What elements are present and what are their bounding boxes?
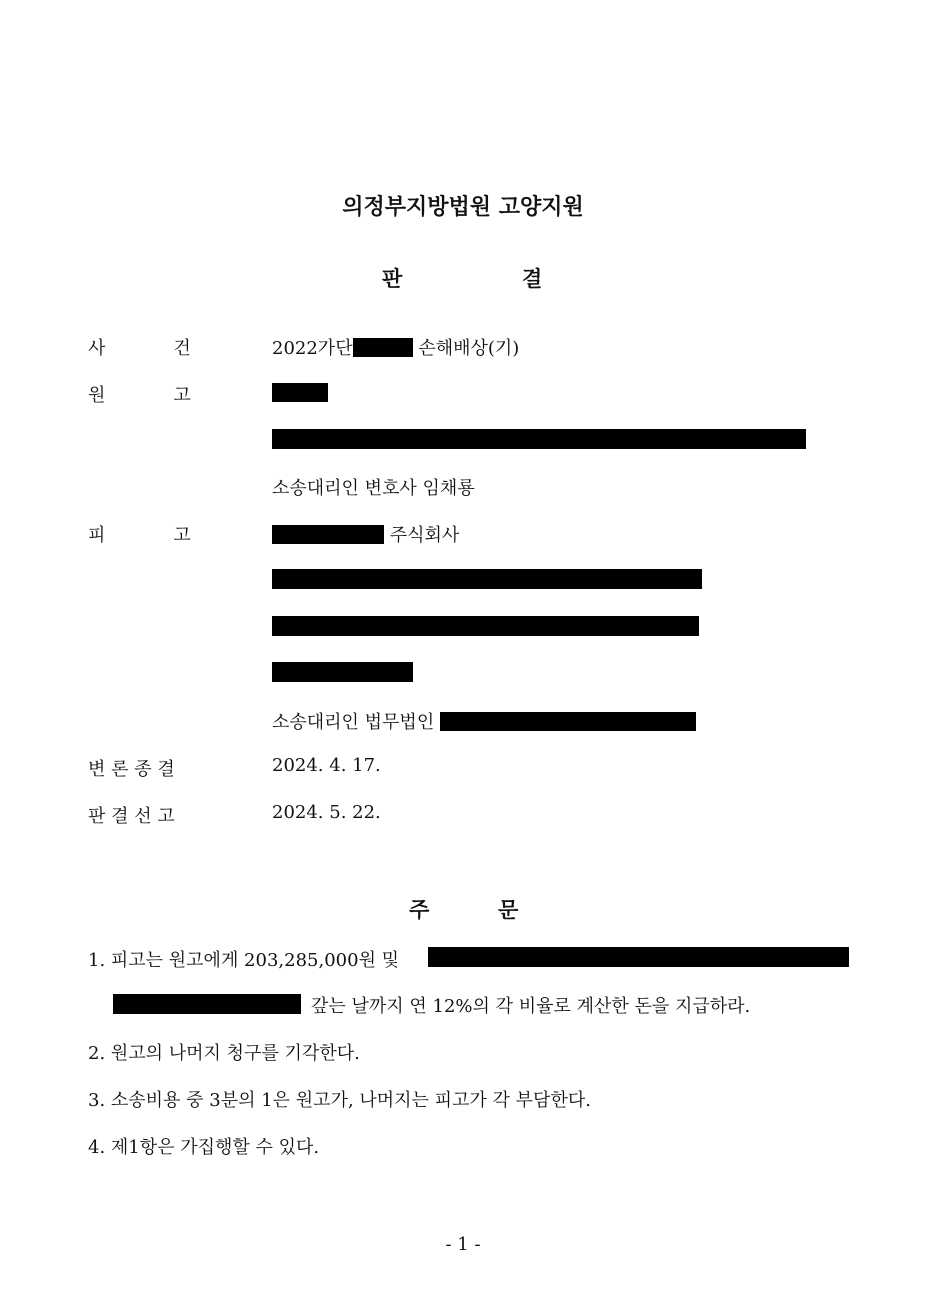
order-item-2: 2. 원고의 나머지 청구를 기각한다. — [88, 1043, 360, 1064]
defendant-name — [272, 521, 459, 547]
redaction-plaintiff-address — [272, 429, 806, 449]
redaction-plaintiff-name — [272, 383, 328, 402]
defendant-counsel — [272, 708, 696, 734]
order-item-3: 3. 소송비용 중 3분의 1은 원고가, 나머지는 피고가 각 부담한다. — [88, 1090, 591, 1111]
plaintiff-label: 원 고 — [88, 385, 191, 406]
closing-label: 변 론 종 결 — [88, 759, 175, 780]
redaction-order-interest-detail — [113, 994, 301, 1014]
redaction-order-interest-period — [428, 947, 849, 967]
sentencing-date: 2024. 5. 22. — [272, 802, 381, 823]
order-heading-char-1: 주 — [409, 898, 430, 922]
case-value — [272, 334, 519, 360]
sentencing-label: 판 결 선 고 — [88, 806, 175, 827]
doc-type-char-1: 판 — [382, 267, 403, 291]
defendant-label: 피 고 — [88, 525, 191, 546]
closing-date: 2024. 4. 17. — [272, 755, 381, 776]
redaction-defendant-counsel — [440, 712, 696, 731]
case-number-prefix: 2022가단 — [272, 338, 353, 359]
defendant-company-suffix: 주식회사 — [389, 525, 460, 546]
order-item-1-line-1: 1. 피고는 원고에게 203,285,000원 및 — [88, 950, 400, 971]
doc-type-char-2: 결 — [522, 267, 543, 291]
redaction-case-number — [353, 338, 413, 357]
redaction-defendant-name — [272, 525, 384, 544]
redaction-defendant-address-2 — [272, 616, 699, 636]
page-number: - 1 - — [445, 1234, 481, 1255]
case-label: 사 건 — [88, 338, 191, 359]
order-item-4: 4. 제1항은 가집행할 수 있다. — [88, 1137, 320, 1158]
order-item-1-line-2: 갚는 날까지 연 12%의 각 비율로 계산한 돈을 지급하라. — [311, 996, 751, 1017]
redaction-defendant-representative — [272, 662, 413, 682]
case-title: 손해배상(기) — [418, 338, 520, 359]
plaintiff-counsel: 소송대리인 변호사 임채룡 — [272, 478, 475, 499]
redaction-defendant-address-1 — [272, 569, 702, 589]
court-name: 의정부지방법원 고양지원 — [342, 195, 584, 220]
defendant-counsel-prefix: 소송대리인 법무법인 — [272, 712, 435, 733]
order-heading-char-2: 문 — [498, 898, 519, 922]
